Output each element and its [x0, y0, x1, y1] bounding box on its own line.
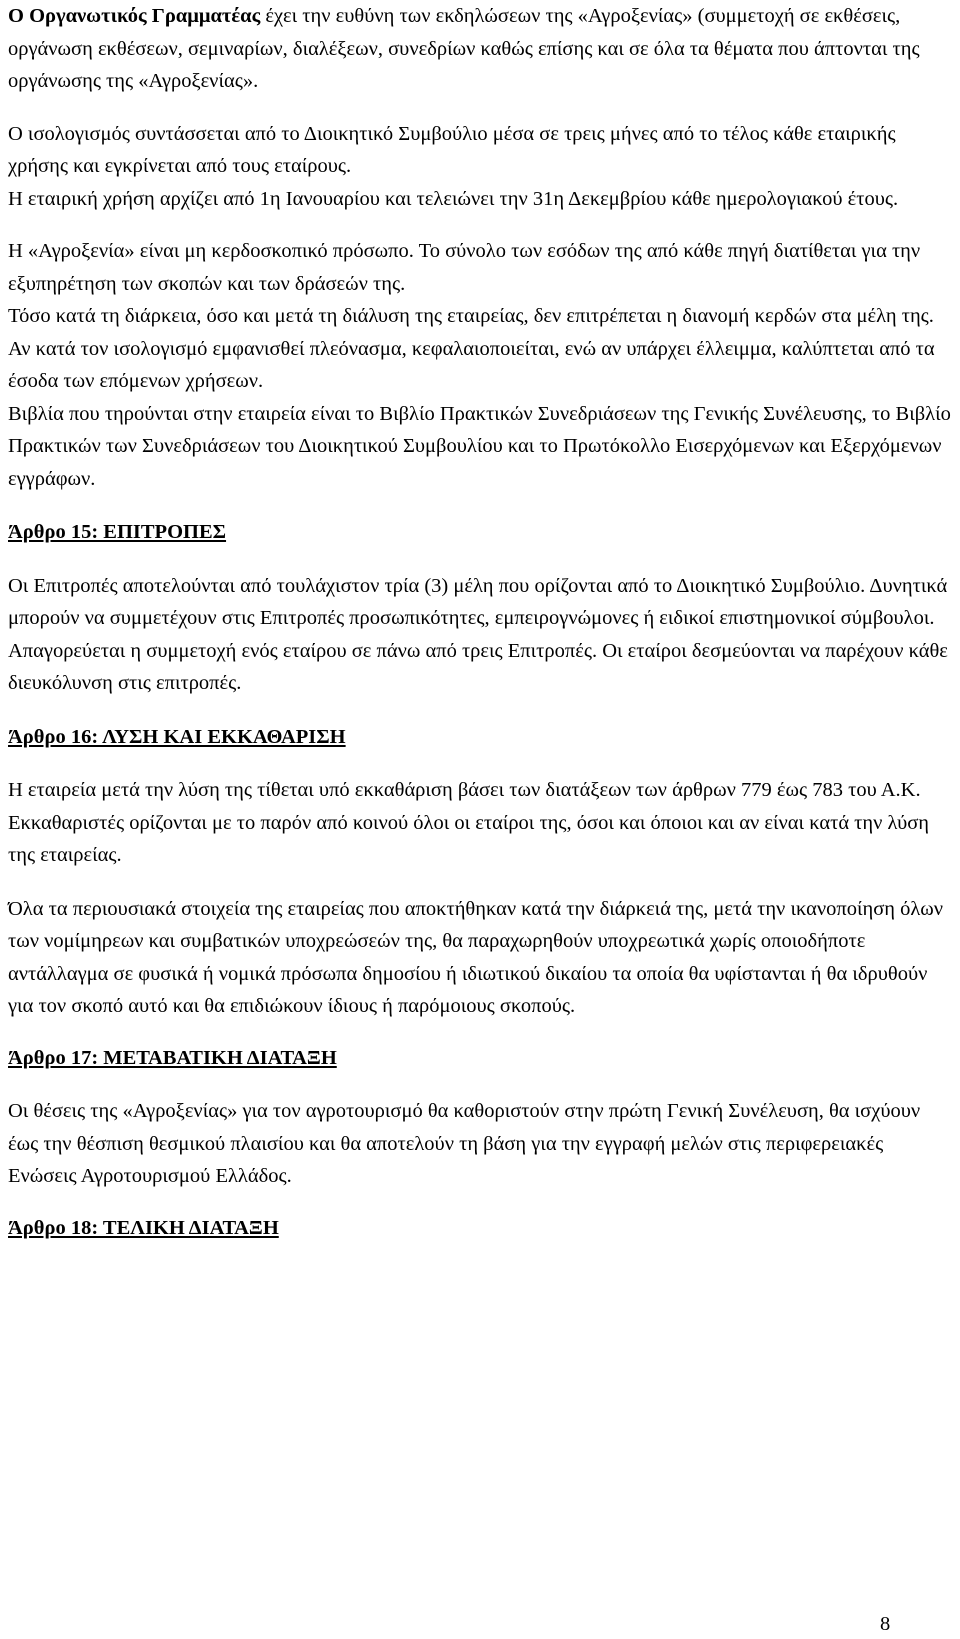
nonprofit-paragraph: Η «Αγροξενία» είναι μη κερδοσκοπικό πρόσωπο. Το σύνολο των εσόδων της από κάθε πηγή διατίθεται για την εξυπηρέτηση των σκοπών και των δράσεών της.	[8, 240, 921, 295]
fiscal-year-paragraph: Η εταιρική χρήση αρχίζει από 1η Ιανουαρίου και τελειώνει την 31η Δεκεμβρίου κάθε ημερολογιακού έτους.	[8, 187, 899, 210]
surplus-paragraph: Αν κατά τον ισολογισμό εμφανισθεί πλεόνασμα, κεφαλαιοποιείται, ενώ αν υπάρχει έλλειμμα, καλύπτεται από τα έσοδα των επόμενων χρήσεων.	[8, 337, 935, 392]
secretary-paragraph	[8, 0, 954, 98]
article-17-heading: Άρθρο 17: ΜΕΤΑΒΑΤΙΚΗ ΔΙΑΤΑΞΗ	[8, 1046, 337, 1069]
article-18-heading: Άρθρο 18: ΤΕΛΙΚΗ ΔΙΑΤΑΞΗ	[8, 1216, 279, 1239]
document-page	[8, 0, 954, 1244]
secretary-title: Ο Οργανωτικός Γραμματέας	[8, 5, 261, 27]
article-16-text-2: Όλα τα περιουσιακά στοιχεία της εταιρείας που αποκτήθηκαν κατά την διάρκειά της, μετά την ικανοποίηση όλων των νομίμηρεων και συμβατικών υποχρεώσεών της, θα παραχωρηθούν υποχρεωτικά χωρίς οποιοδήποτε αντάλλαγμα σε φυσικά ή νομικά πρόσωπα δημοσίου ή ιδιωτικού δικαίου τα οποία θα υφίστανται ή θα ιδρυθούν για τον σκοπό αυτό και θα επιδιώκουν ίδιους ή παρόμοιους σκοπούς.	[8, 897, 944, 1017]
article-15-text: Οι Επιτροπές αποτελούνται από τουλάχιστον τρία (3) μέλη που ορίζονται από το Διοικητικό Συμβούλιο. Δυνητικά μπορούν να συμμετέχουν στις Επιτροπές προσωπικότητες, εμπειρογνώμονες ή ειδικοί επιστημονικοί σύμβουλοι. Απαγορεύεται η συμμετοχή ενός εταίρου σε πάνω από τρεις Επιτροπές. Οι εταίροι δεσμεύονται να παρέχουν κάθε διευκόλυνση στις επιτροπές.	[8, 574, 948, 694]
secretary-text: έχει την ευθύνη των εκδηλώσεων της «Αγροξενίας» (συμμετοχή σε εκθέσεις, οργάνωση εκθέσεων, σεμιναρίων, διαλέξεων, συνεδρίων καθώς επίσης και σε όλα τα θέματα που άπτονται της οργάνωσης της «Αγροξενίας».	[8, 5, 920, 92]
no-profit-distribution-paragraph: Τόσο κατά τη διάρκεια, όσο και μετά τη διάλυση της εταιρείας, δεν επιτρέπεται η διανομή κερδών στα μέλη της.	[8, 305, 934, 327]
balance-sheet-paragraph: Ο ισολογισμός συντάσσεται από το Διοικητικό Συμβούλιο μέσα σε τρεις μήνες από το τέλος κάθε εταιρικής χρήσης και εγκρίνεται από τους εταίρους.	[8, 122, 896, 177]
article-16-heading: Άρθρο 16: ΛΥΣΗ ΚΑΙ ΕΚΚΑΘΑΡΙΣΗ	[8, 725, 346, 748]
page-number: 8	[880, 1613, 891, 1635]
article-17-text: Οι θέσεις της «Αγροξενίας» για τον αγροτουρισμό θα καθοριστούν στην πρώτη Γενική Συνέλευση, θα ισχύουν έως την θέσπιση θεσμικού πλαισίου και θα αποτελούν τη βάση για την εγγραφή μελών στις περιφερειακές Ενώσεις Αγροτουρισμού Ελλάδος.	[8, 1100, 921, 1187]
books-paragraph: Βιβλία που τηρούνται στην εταιρεία είναι το Βιβλίο Πρακτικών Συνεδριάσεων της Γενικής Συνέλευσης, το Βιβλίο Πρακτικών των Συνεδριάσεων του Διοικητικού Συμβουλίου και το Πρωτόκολλο Εισερχόμενων και Εξερχόμενων εγγράφων.	[8, 402, 951, 490]
article-16-text-1: Η εταιρεία μετά την λύση της τίθεται υπό εκκαθάριση βάσει των διατάξεων των άρθρων 779 έως 783 του Α.Κ. Εκκαθαριστές ορίζονται με το παρόν από κοινού όλοι οι εταίροι της, όσοι και όποιοι και αν είναι κατά την λύση της εταιρείας.	[8, 779, 930, 866]
article-15-heading: Άρθρο 15: ΕΠΙΤΡΟΠΕΣ	[8, 521, 227, 543]
